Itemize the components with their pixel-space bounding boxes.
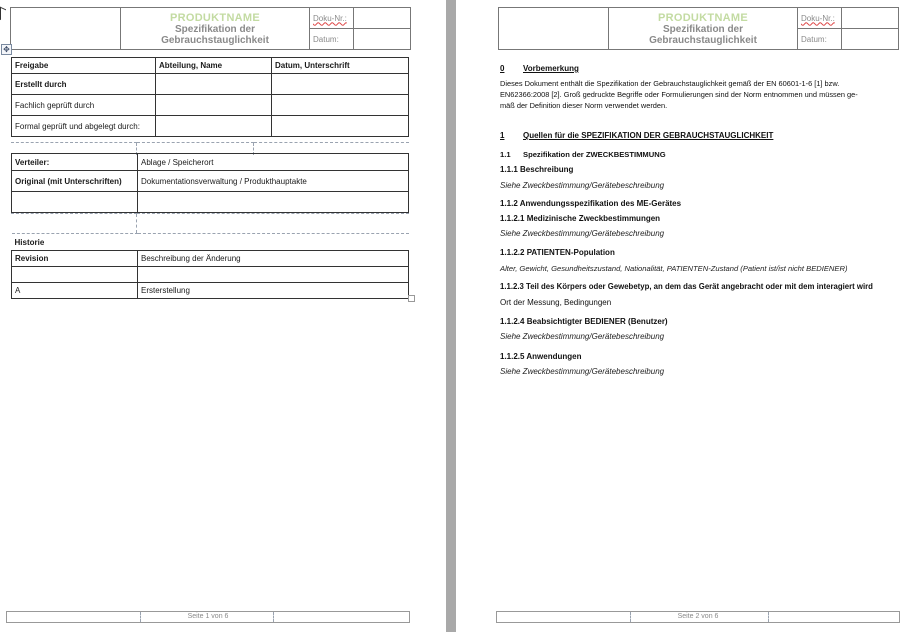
approval-cell[interactable] bbox=[156, 116, 272, 137]
doc-number-value[interactable] bbox=[842, 8, 899, 29]
page-header-table bbox=[10, 7, 411, 50]
page-header-table bbox=[498, 7, 899, 50]
approval-header-department: Abteilung, Name bbox=[156, 58, 272, 74]
text-1-1-2-5: Siehe Zweckbestimmung/Gerätebeschreibung bbox=[500, 367, 665, 376]
heading-0: 0 Vorbemerkung bbox=[500, 64, 579, 73]
document-body bbox=[500, 62, 896, 376]
text-1-1-1: Siehe Zweckbestimmung/Gerätebeschreibung bbox=[500, 181, 665, 190]
spacer-row bbox=[11, 213, 409, 233]
document-page-1 bbox=[0, 0, 446, 632]
heading-1-1-2-3: 1.1.2.3 Teil des Körpers oder Gewebetyp, an dem das Gerät angebracht oder mit dem interagiert wird bbox=[500, 282, 873, 291]
spacer-cell bbox=[137, 214, 410, 234]
approval-cell[interactable] bbox=[156, 74, 272, 95]
page-gutter bbox=[446, 0, 456, 632]
distribution-cell[interactable] bbox=[12, 192, 138, 213]
heading-1-1-1: 1.1.1 Beschreibung bbox=[500, 165, 574, 174]
distribution-header-recipient: Verteiler: bbox=[12, 154, 138, 171]
approval-cell[interactable] bbox=[156, 95, 272, 116]
logo-cell bbox=[11, 8, 121, 50]
distribution-cell[interactable] bbox=[138, 192, 409, 213]
history-description: Ersterstellung bbox=[138, 283, 409, 299]
history-revision: A bbox=[12, 283, 138, 299]
text-1-1-2-1: Siehe Zweckbestimmung/Gerätebeschreibung bbox=[500, 229, 665, 238]
distribution-row-original: Original (mit Unterschriften) bbox=[12, 171, 138, 192]
date-label: Datum: bbox=[310, 29, 354, 50]
heading-1: 1 Quellen für die SPEZIFIKATION DER GEBRAUCHSTAUGLICHKEIT bbox=[500, 131, 774, 140]
doc-number-value[interactable] bbox=[354, 8, 411, 29]
date-value[interactable] bbox=[842, 29, 899, 50]
page-number: Seite 2 von 6 bbox=[677, 613, 719, 620]
history-cell[interactable] bbox=[138, 267, 409, 283]
date-value[interactable] bbox=[354, 29, 411, 50]
approval-cell[interactable] bbox=[272, 74, 409, 95]
document-title: Spezifikation der Gebrauchstauglichkeit bbox=[161, 23, 269, 46]
page-footer bbox=[6, 611, 410, 623]
distribution-header-location: Ablage / Speicherort bbox=[138, 154, 409, 171]
approval-cell[interactable] bbox=[272, 116, 409, 137]
text-1-1-2-3: Ort der Messung, Bedingungen bbox=[500, 298, 612, 307]
product-name: PRODUKTNAME bbox=[657, 11, 749, 24]
document-title: Spezifikation der Gebrauchstauglichkeit bbox=[649, 23, 757, 46]
intro-paragraph: Dieses Dokument enthält die Spezifikation der Gebrauchstauglichkeit gemäß der EN 60601-1-6 [1] bzw. EN62366:2008 [2]. Groß gedruckte Begriffe oder Formulierungen sind der Norm entnommen und müssen ge- mäß der Definition dieser Norm verwendet werden. bbox=[500, 79, 858, 110]
spacer-cell bbox=[11, 214, 137, 234]
approval-row-filed: Formal geprüft und abgelegt durch: bbox=[12, 116, 156, 137]
approval-cell[interactable] bbox=[272, 95, 409, 116]
heading-1-1-2-5: 1.1.2.5 Anwendungen bbox=[500, 352, 582, 361]
table-resize-handle[interactable] bbox=[408, 295, 415, 302]
product-name: PRODUKTNAME bbox=[169, 11, 261, 24]
heading-1-1-2-1: 1.1.2.1 Medizinische Zweckbestimmungen bbox=[500, 214, 661, 223]
history-header-revision: Revision bbox=[12, 251, 138, 267]
heading-1-1-2-2: 1.1.2.2 PATIENTEN-Population bbox=[500, 248, 615, 257]
history-table bbox=[11, 233, 409, 299]
approval-row-checked: Fachlich geprüft durch bbox=[12, 95, 156, 116]
history-header-description: Beschreibung der Änderung bbox=[138, 251, 409, 267]
page-number: Seite 1 von 6 bbox=[187, 613, 229, 620]
heading-1-1-2-4: 1.1.2.4 Beabsichtigter BEDIENER (Benutzer) bbox=[500, 317, 668, 326]
page-footer bbox=[496, 611, 900, 623]
approval-header-date: Datum, Unterschrift bbox=[272, 58, 409, 74]
distribution-table-main bbox=[11, 153, 409, 213]
text-1-1-2-4: Siehe Zweckbestimmung/Gerätebeschreibung bbox=[500, 332, 665, 341]
history-label: Historie bbox=[12, 234, 409, 251]
approval-row-created: Erstellt durch bbox=[12, 74, 156, 95]
doc-number-label: Doku-Nr.: bbox=[310, 8, 354, 29]
date-label: Datum: bbox=[798, 29, 842, 50]
mouse-cursor bbox=[0, 7, 6, 23]
heading-1-1: 1.1 Spezifikation der ZWECKBESTIMMUNG bbox=[500, 150, 666, 159]
header-title-cell bbox=[609, 8, 798, 50]
approval-header-release: Freigabe bbox=[12, 58, 156, 74]
table-move-handle-icon[interactable]: ✥ bbox=[1, 44, 12, 55]
approval-table bbox=[11, 57, 409, 137]
history-cell[interactable] bbox=[12, 267, 138, 283]
document-page-2 bbox=[456, 0, 908, 632]
distribution-row-location: Dokumentationsverwaltung / Produkthauptakte bbox=[138, 171, 409, 192]
text-1-1-2-2: Alter, Gewicht, Gesundheitszustand, Nationalität, PATIENTEN-Zustand (Patient ist/ist nicht BEDIENER) bbox=[500, 264, 848, 273]
doc-number-label: Doku-Nr.: bbox=[798, 8, 842, 29]
logo-cell bbox=[499, 8, 609, 50]
heading-1-1-2: 1.1.2 Anwendungsspezifikation des ME-Gerätes bbox=[500, 199, 682, 208]
header-title-cell bbox=[121, 8, 310, 50]
